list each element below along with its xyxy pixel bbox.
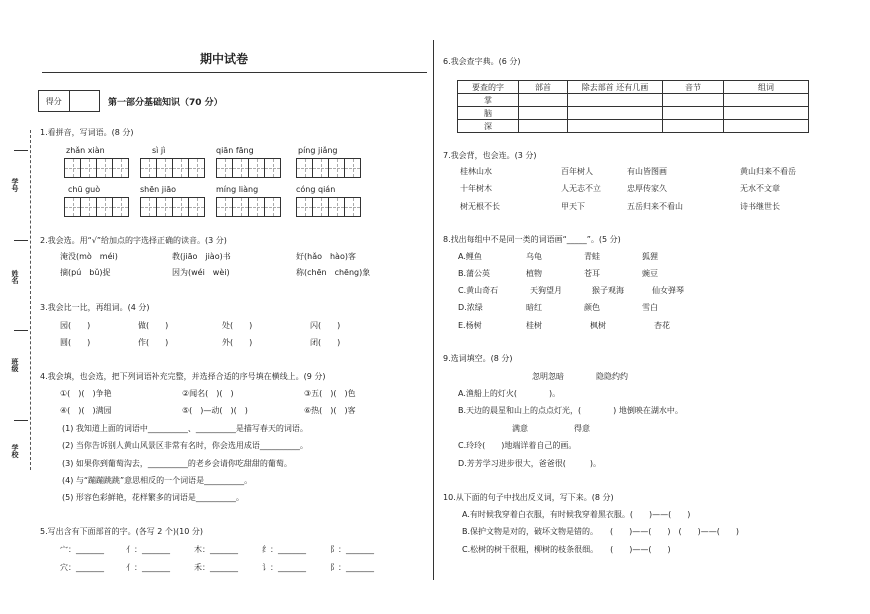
q2-item[interactable]: 摘(pú bǔ)捉: [60, 268, 111, 277]
q1-pinyin: qiān fāng: [216, 146, 254, 155]
q1-pinyin: shēn jiāo: [140, 185, 177, 194]
q7-item[interactable]: 树无根不长: [460, 202, 500, 211]
q2-item[interactable]: 淹没(mò méi): [60, 252, 118, 261]
q4-idiom[interactable]: ②闻名( )( ): [182, 389, 234, 398]
table-cell[interactable]: [519, 94, 568, 107]
table-header-row: [458, 81, 809, 94]
table-cell[interactable]: [663, 120, 724, 133]
q8-word[interactable]: 仙女弹琴: [652, 286, 684, 295]
q10-sentence[interactable]: A.有时候我穿着白衣服，有时候我穿着黑衣服。( )——( ): [462, 510, 691, 519]
table-header: 要查的字: [458, 81, 519, 94]
q8-word[interactable]: 豌豆: [642, 269, 658, 278]
q7-item[interactable]: 百年树人: [561, 167, 593, 176]
exam-title: 期中试卷: [200, 52, 249, 66]
q1-writing-grid[interactable]: [64, 197, 129, 217]
q7-item[interactable]: 甲天下: [561, 202, 585, 211]
q7-item[interactable]: 人无志不立: [561, 184, 601, 193]
dictionary-table: [457, 80, 809, 133]
q1-pinyin: zhǎn xiàn: [66, 146, 105, 155]
table-cell[interactable]: [724, 94, 809, 107]
q8-word[interactable]: 桂树: [526, 321, 542, 330]
table-cell[interactable]: [724, 107, 809, 120]
q7-item[interactable]: 无水不文章: [740, 184, 780, 193]
q4-line[interactable]: (1) 我知道上面的词语中__________、__________是描写春天的词语。: [62, 424, 308, 433]
q1-writing-grid[interactable]: [216, 197, 281, 217]
q3-item[interactable]: 园( ): [60, 321, 91, 330]
q9-sentence[interactable]: D.芳芳学习进步很大，爸爸很( )。: [458, 459, 601, 468]
q3-item[interactable]: 闭( ): [310, 338, 341, 347]
q5-title: 5.写出含有下面部首的字。(各写 2 个)(10 分): [40, 527, 204, 536]
side-blank: [14, 240, 28, 241]
side-blank: [14, 330, 28, 331]
q9-word-option: 得意: [574, 424, 590, 433]
q1-pinyin: sì jì: [152, 146, 166, 155]
q7-item[interactable]: 十年树木: [460, 184, 492, 193]
table-cell[interactable]: [663, 107, 724, 120]
q5-item[interactable]: 木：_______: [194, 545, 238, 554]
q1-pinyin: chū guò: [68, 185, 101, 194]
q7-item[interactable]: 忠厚传家久: [627, 184, 667, 193]
q1-pinyin: píng jiǎng: [298, 146, 338, 155]
q8-word[interactable]: B.蒲公英: [458, 269, 491, 278]
q5-item[interactable]: 禾：_______: [194, 563, 238, 572]
q8-word[interactable]: 植物: [526, 269, 542, 278]
q8-word[interactable]: 猴子观海: [592, 286, 624, 295]
side-label-class: 班级: [11, 358, 19, 372]
q9-sentence[interactable]: A.渔船上的灯火( )。: [458, 389, 561, 398]
table-header: 音节: [663, 81, 724, 94]
q8-word[interactable]: C.黄山奇石: [458, 286, 499, 295]
q8-title: 8.找出每组中不是同一类的词语画“_____”。(5 分): [443, 235, 621, 244]
table-cell[interactable]: [568, 120, 663, 133]
score-field[interactable]: [70, 91, 100, 111]
q4-line[interactable]: (4) 与“蹦蹦跳跳”意思相反的一个词语是__________。: [62, 476, 253, 485]
q4-idiom[interactable]: ⑤( )—动( )( ): [182, 406, 248, 415]
q1-writing-grid[interactable]: [296, 158, 361, 178]
q10-sentence[interactable]: B.保护文物是对的，破坏文物是错的。 ( )——( ) ( )——( ): [462, 527, 739, 536]
side-blank: [14, 150, 28, 151]
table-row: [458, 107, 809, 120]
q2-item[interactable]: 教(jiāo jiào)书: [172, 252, 231, 261]
q9-word-option: 隐隐约约: [596, 372, 628, 381]
table-cell[interactable]: [663, 94, 724, 107]
q7-item[interactable]: 有山皆图画: [627, 167, 667, 176]
q8-word[interactable]: D.浓绿: [458, 303, 483, 312]
q4-line[interactable]: (5) 形容色彩鲜艳，花样繁多的词语是__________。: [62, 493, 244, 502]
table-row: [458, 120, 809, 133]
q5-item[interactable]: 宀：_______: [60, 545, 104, 554]
column-divider: [433, 40, 434, 580]
q3-item[interactable]: 闪( ): [310, 321, 341, 330]
q8-word[interactable]: 暗红: [526, 303, 542, 312]
q5-item[interactable]: 穴：_______: [60, 563, 104, 572]
q8-word[interactable]: 天狗望月: [530, 286, 562, 295]
table-cell[interactable]: [568, 107, 663, 120]
side-blank: [14, 420, 28, 421]
q1-title: 1.看拼音，写词语。(8 分): [40, 128, 134, 137]
q8-word[interactable]: 颜色: [584, 303, 600, 312]
q1-writing-grid[interactable]: [140, 197, 205, 217]
q3-item[interactable]: 作( ): [138, 338, 169, 347]
q9-word-option: 忽明忽暗: [532, 372, 564, 381]
side-label-school: 学校: [11, 444, 19, 458]
part1-title: 第一部分基础知识（70 分）: [108, 98, 223, 108]
q3-item[interactable]: 处( ): [222, 321, 253, 330]
q1-writing-grid[interactable]: [140, 158, 205, 178]
q4-idiom[interactable]: ①( )( )争艳: [60, 389, 112, 398]
q1-pinyin: cóng qián: [296, 185, 336, 194]
q8-word[interactable]: 枫树: [590, 321, 606, 330]
q7-item[interactable]: 黄山归来不看岳: [740, 167, 796, 176]
q3-item[interactable]: 做( ): [138, 321, 169, 330]
q5-item[interactable]: 纟：_______: [262, 545, 306, 554]
q2-item[interactable]: 好(hǎo hào)客: [296, 252, 356, 261]
score-box: [38, 90, 100, 112]
q9-title: 9.选词填空。(8 分): [443, 354, 513, 363]
q3-item[interactable]: 圆( ): [60, 338, 91, 347]
q9-word-option: 满意: [512, 424, 528, 433]
q6-title: 6.我会查字典。(6 分): [443, 57, 521, 66]
q2-title: 2.我会选。用“√”给加点的字选择正确的读音。(3 分): [40, 236, 227, 245]
table-cell: 脑: [458, 107, 519, 120]
q4-idiom[interactable]: ③五( )( )色: [304, 389, 356, 398]
q9-sentence[interactable]: B.天边的晨星和山上的点点灯光，( ) 地倒映在湖水中。: [458, 406, 683, 415]
q10-title: 10.从下面的句子中找出反义词，写下来。(8 分): [443, 493, 614, 502]
side-label-student-id: 学号: [11, 178, 19, 192]
table-cell: 掌: [458, 94, 519, 107]
q9-sentence[interactable]: C.玲玲( )地端详着自己的画。: [458, 441, 577, 450]
q3-item[interactable]: 外( ): [222, 338, 253, 347]
q7-item[interactable]: 五岳归来不看山: [627, 202, 683, 211]
table-header: 组词: [724, 81, 809, 94]
q2-item[interactable]: 因为(wéi wèi): [172, 268, 230, 277]
q5-item[interactable]: 阝：_______: [330, 563, 374, 572]
q5-item[interactable]: 亻：_______: [126, 563, 170, 572]
q5-item[interactable]: 讠：_______: [262, 563, 306, 572]
q8-word[interactable]: 雪白: [642, 303, 658, 312]
q10-sentence[interactable]: C.松树的树干很粗，柳树的枝条很细。 ( )——( ): [462, 545, 671, 554]
table-row: [458, 94, 809, 107]
q4-idiom[interactable]: ⑥热( )( )客: [304, 406, 356, 415]
q4-line[interactable]: (3) 如果你到葡萄沟去，__________的老乡会请你吃甜甜的葡萄。: [62, 459, 292, 468]
score-label: 得分: [39, 91, 70, 111]
table-cell[interactable]: [724, 120, 809, 133]
q5-item[interactable]: 阝：_______: [330, 545, 374, 554]
q3-title: 3.我会比一比，再组词。(4 分): [40, 303, 150, 312]
q4-title: 4.我会填，也会选，把下列词语补充完整，并选择合适的序号填在横线上。(9 分): [40, 372, 326, 381]
q1-writing-grid[interactable]: [64, 158, 129, 178]
q1-pinyin: míng liàng: [216, 185, 259, 194]
q8-word[interactable]: A.鲤鱼: [458, 252, 482, 261]
q8-word[interactable]: 乌龟: [526, 252, 542, 261]
table-header: 部首: [519, 81, 568, 94]
q1-writing-grid[interactable]: [296, 197, 361, 217]
table-cell: 深: [458, 120, 519, 133]
q8-word[interactable]: 杏花: [654, 321, 670, 330]
q8-word[interactable]: 青蛙: [584, 252, 600, 261]
q7-item[interactable]: 诗书继世长: [740, 202, 780, 211]
table-cell[interactable]: [519, 120, 568, 133]
q7-item[interactable]: 桂林山水: [460, 167, 492, 176]
q5-item[interactable]: 亻：_______: [126, 545, 170, 554]
q8-word[interactable]: 狐狸: [642, 252, 658, 261]
q1-writing-grid[interactable]: [216, 158, 281, 178]
q8-word[interactable]: E.杨树: [458, 321, 482, 330]
q8-word[interactable]: 苍耳: [584, 269, 600, 278]
q4-idiom[interactable]: ④( )( )满园: [60, 406, 112, 415]
q4-line[interactable]: (2) 当你告诉别人黄山风景区非常有名时，你会选用成语__________。: [62, 441, 308, 450]
binding-line: [30, 130, 31, 470]
side-label-name: 姓名: [11, 270, 19, 284]
table-header: 除去部首 还有几画: [568, 81, 663, 94]
table-cell[interactable]: [519, 107, 568, 120]
q2-item[interactable]: 称(chēn chēng)象: [296, 268, 371, 277]
q7-title: 7.我会背，也会连。(3 分): [443, 151, 537, 160]
table-cell[interactable]: [568, 94, 663, 107]
title-rule: [42, 72, 427, 73]
